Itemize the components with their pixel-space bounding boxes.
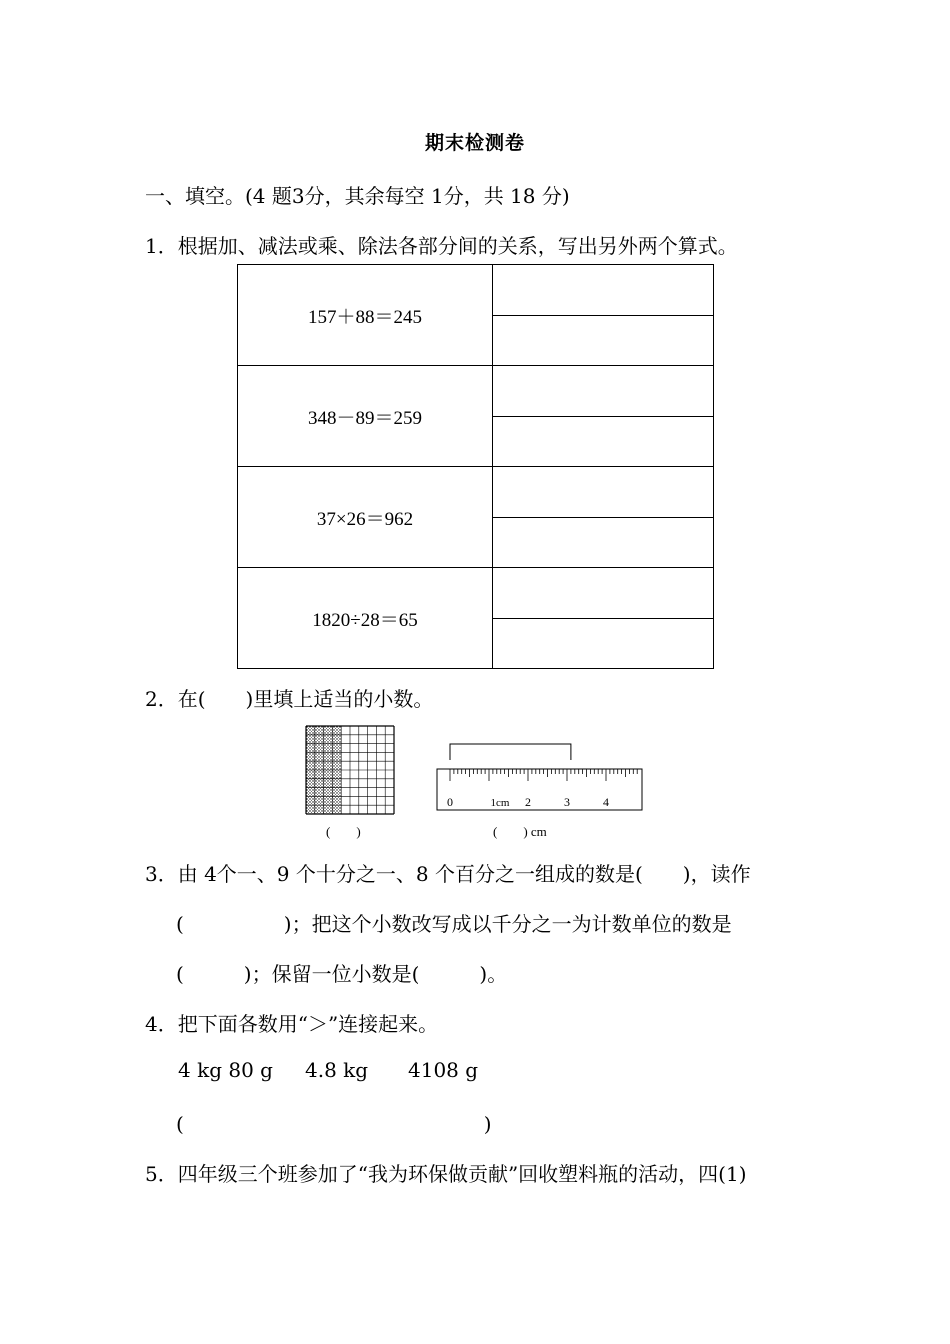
answer-divider bbox=[493, 467, 713, 518]
question-3-line-3: ( )；保留一位小数是( )。 bbox=[176, 962, 508, 986]
q4-value: 4 kg 80 g bbox=[178, 1058, 273, 1082]
q4-value: 4.8 kg bbox=[305, 1058, 369, 1082]
ruler-label-0: 0 bbox=[447, 795, 453, 809]
table-row bbox=[238, 568, 714, 669]
equation-cell: 1820÷28＝65 bbox=[238, 568, 493, 669]
grid-caption: ( ) bbox=[326, 824, 361, 839]
page-title: 期末检测卷 bbox=[424, 132, 525, 154]
answer-cell[interactable] bbox=[493, 366, 714, 467]
ruler-body bbox=[437, 769, 642, 810]
table-row bbox=[238, 467, 714, 568]
answer-cell[interactable] bbox=[493, 265, 714, 366]
answer-cell[interactable] bbox=[493, 467, 714, 568]
ruler-label-4: 4 bbox=[603, 795, 609, 809]
ruler-figure bbox=[432, 738, 648, 818]
equation-table bbox=[237, 264, 714, 669]
hundred-grid-figure bbox=[300, 722, 400, 818]
q4-answer-blank[interactable]: ( ) bbox=[176, 1112, 492, 1136]
equation-cell: 157＋88＝245 bbox=[238, 265, 493, 366]
q4-value: 4108 g bbox=[408, 1058, 479, 1082]
answer-divider bbox=[493, 366, 713, 417]
section-heading: 一、填空。(4 题3分，其余每空 1分，共 18 分) bbox=[145, 184, 570, 208]
ruler-label-2: 2 bbox=[525, 795, 531, 809]
question-3-line-1: 3．由 4个一、9 个十分之一、8 个百分之一组成的数是( )，读作 bbox=[145, 862, 751, 886]
table-row bbox=[238, 265, 714, 366]
table-row bbox=[238, 366, 714, 467]
question-4-text: 4．把下面各数用“＞”连接起来。 bbox=[145, 1012, 439, 1036]
ruler-label-3: 3 bbox=[564, 795, 570, 809]
question-5-text: 5．四年级三个班参加了“我为环保做贡献”回收塑料瓶的活动，四(1) bbox=[145, 1162, 747, 1186]
ruler-caption: ( ) cm bbox=[493, 824, 547, 839]
question-1-text: 1．根据加、减法或乘、除法各部分间的关系，写出另外两个算式。 bbox=[145, 234, 738, 258]
answer-divider bbox=[493, 265, 713, 316]
answer-divider bbox=[493, 568, 713, 619]
answer-cell[interactable] bbox=[493, 568, 714, 669]
ruler-label-1cm: 1cm bbox=[490, 797, 510, 809]
ruler-bracket bbox=[450, 744, 571, 760]
equation-cell: 37×26＝962 bbox=[238, 467, 493, 568]
question-2-text: 2．在( )里填上适当的小数。 bbox=[145, 687, 434, 711]
question-3-line-2: ( )；把这个小数改写成以千分之一为计数单位的数是 bbox=[176, 912, 732, 936]
equation-cell: 348－89＝259 bbox=[238, 366, 493, 467]
